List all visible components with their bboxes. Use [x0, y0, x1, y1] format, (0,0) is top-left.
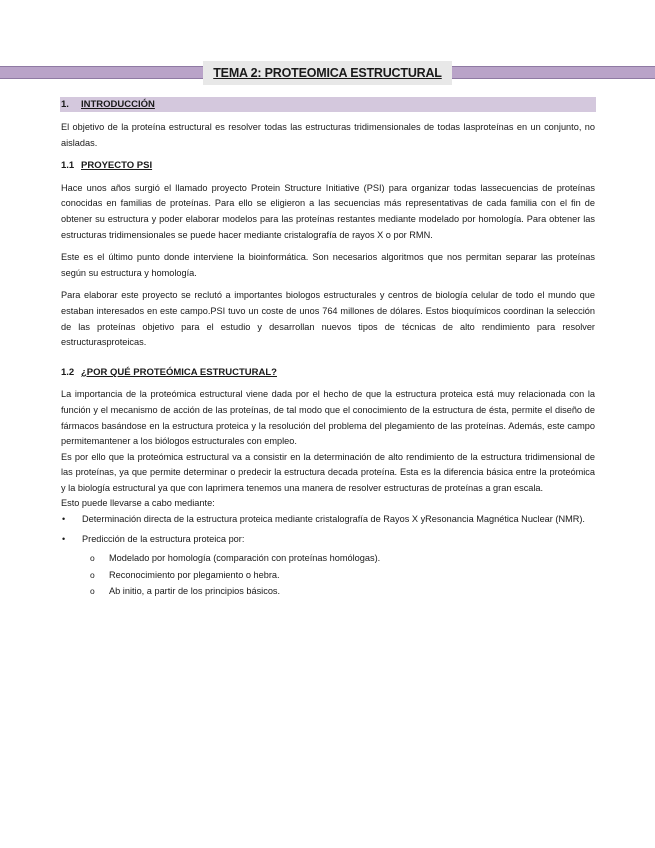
- sub-list-item: [61, 584, 595, 600]
- section-1-2-heading: [61, 365, 595, 381]
- section-1-number: 1.: [61, 99, 69, 110]
- bullet-icon: •: [62, 533, 66, 544]
- psi-paragraph-3: Para elaborar este proyecto se reclutó a importantes biologos estructurales y centros de biología celular de todo el mundo que estaban interesados en este campo.PSI tuvo un coste de unos 764 millones de dólares. Estos bioquímicos coordinan la selección de las proteínas objetivo para el estudio y desarrollan nuevos tipos de técnicas de alto rendimiento para resolver estructurasproteicas.: [61, 290, 595, 348]
- intro-paragraph: El objetivo de la proteína estructural es resolver todas las estructuras tridimensionales de todas lasproteínas en un conjunto, no aisladas.: [61, 122, 595, 148]
- section-1-2-number: 1.2: [61, 366, 75, 378]
- circle-bullet-icon: o: [90, 569, 95, 580]
- page-title: [203, 61, 452, 85]
- prediction-sub-list: [61, 551, 595, 600]
- psi-paragraph-1: Hace unos años surgió el llamado proyecto Protein Structure Initiative (PSI) para organizar todas lassecuencias de proteínas conocidas en familias de proteínas. Para ello se eligieron a las secuencias más representativas de cada familia con el fin de obtener su estructura y poder elaborar modelos para las proteínas restantes mediante modelado por homología. Para obtener las estructuras tridimensionales se puede hacer mediante cristalografía de rayos X o por RMN.: [61, 182, 595, 240]
- sub-list-item-text: Ab initio, a partir de los principios básicos.: [109, 586, 281, 597]
- document-body: [61, 120, 595, 601]
- why-paragraph-3: Esto puede llevarse a cabo mediante:: [61, 498, 215, 509]
- sub-list-item: [61, 568, 595, 584]
- circle-bullet-icon: o: [90, 586, 95, 597]
- why-paragraph-1: La importancia de la proteómica estructural viene dada por el hecho de que la estructura proteica está muy relacionada con la función y el mecanismo de acción de las proteínas, de tal modo que el conocimiento de la estructura de ésta, permite el diseño de fármacos basándose en la estructura proteica y la resolución del problema del plegamiento de las proteínas. Además, este campo permitemantener a los biólogos estructurales con empleo.: [61, 389, 595, 447]
- bullet-icon: •: [62, 514, 66, 525]
- section-1-2-title: ¿POR QUÉ PROTEÓMICA ESTRUCTURAL?: [81, 366, 277, 378]
- page-title-text: TEMA 2: PROTEOMICA ESTRUCTURAL: [213, 66, 442, 80]
- list-item: [61, 512, 595, 528]
- sub-list-item-text: Modelado por homología (comparación con proteínas homólogas).: [109, 553, 381, 564]
- psi-paragraph-2: Este es el último punto donde interviene la bioinformática. Son necesarios algoritmos que nos permitan separar las proteínas según su estructura y homología.: [61, 252, 595, 278]
- section-1-1-number: 1.1: [61, 160, 75, 172]
- section-1-heading: [60, 97, 596, 112]
- section-1-title: INTRODUCCIÓN: [81, 99, 155, 110]
- method-list: [61, 512, 595, 547]
- sub-list-item: [61, 551, 595, 567]
- list-item-text: Determinación directa de la estructura proteica mediante cristalografía de Rayos X yResonancia Magnética Nuclear (NMR).: [82, 514, 585, 525]
- section-1-1-title: PROYECTO PSI: [81, 160, 153, 172]
- section-1-1-heading: [61, 158, 595, 174]
- circle-bullet-icon: o: [90, 553, 95, 564]
- list-item-text: Predicción de la estructura proteica por:: [82, 533, 245, 544]
- list-item: [61, 532, 595, 548]
- sub-list-item-text: Reconocimiento por plegamiento o hebra.: [109, 569, 280, 580]
- why-paragraph-2: Es por ello que la proteómica estructural va a consistir en la determinación de alto rendimiento de la estructura tridimensional de las proteínas, ya que permite determinar o predecir la estructura decada proteína. Esta es la diferencia básica entre la proteómica y la biología estructural ya que con laprimera tenemos una manera de resolver estructuras de proteínas a gran escala.: [61, 451, 595, 493]
